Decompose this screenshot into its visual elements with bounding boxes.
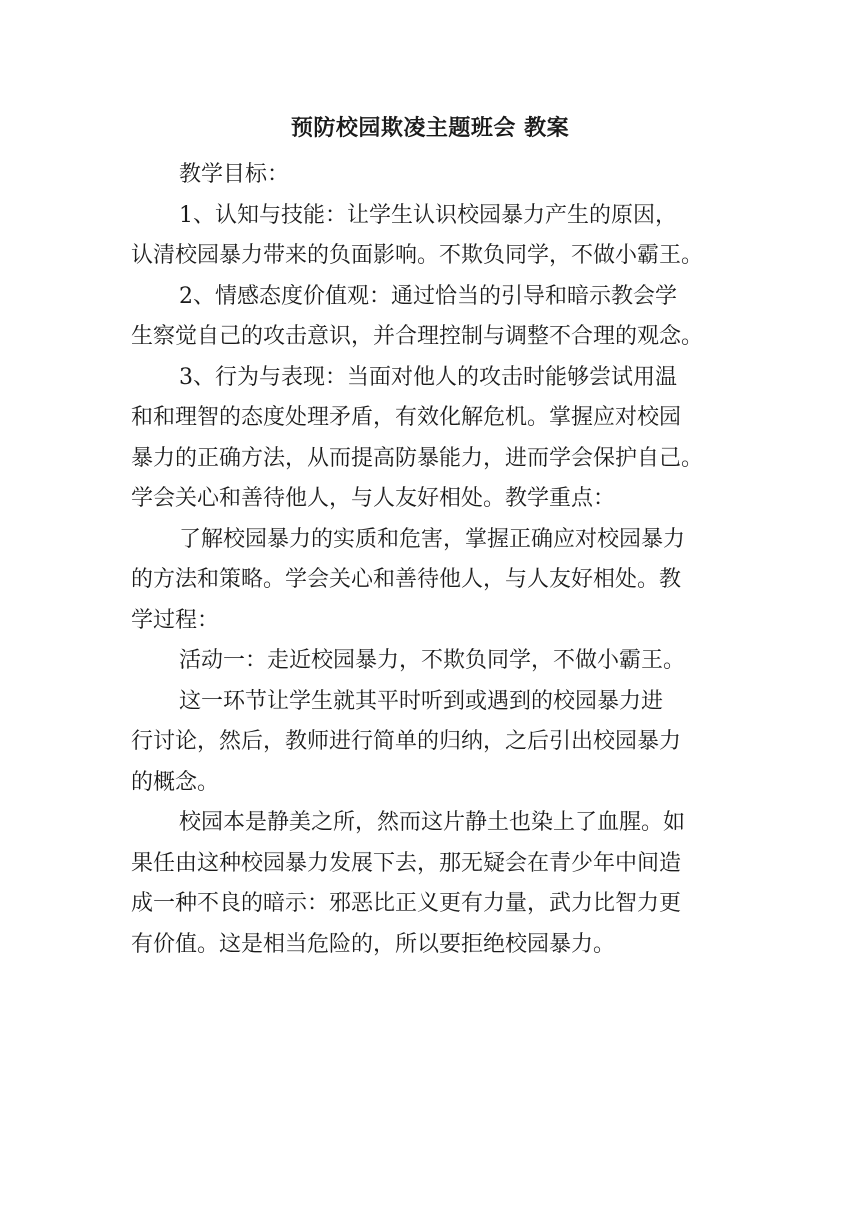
- text-line: 暴力的正确方法，从而提高防暴能力，进而学会保护自己。: [131, 445, 704, 471]
- text-line: 成一种不良的暗示：邪恶比正义更有力量，武力比智力更: [131, 891, 682, 916]
- text-line: 果任由这种校园暴力发展下去，那无疑会在青少年中间造: [131, 850, 682, 876]
- document-body: [131, 155, 731, 965]
- text-line: 的方法和策略。学会关心和善待他人，与人友好相处。教: [131, 567, 682, 592]
- text-line: 2、情感态度价值观：通过恰当的引导和暗示教会学: [179, 283, 677, 309]
- document-title: 预防校园欺凌主题班会 教案: [290, 116, 570, 141]
- paragraph-activity-one: [131, 641, 731, 682]
- text-line: 3、行为与表现：当面对他人的攻击时能够尝试用温: [179, 364, 677, 390]
- text-line: 1、认知与技能：让学生认识校园暴力产生的原因，: [179, 202, 677, 228]
- text-line: 学会关心和善待他人，与人友好相处。教学重点：: [131, 486, 616, 511]
- paragraph-goal-behavior: [131, 358, 731, 520]
- text-line: 校园本是静美之所，然而这片静土也染上了血腥。如: [179, 810, 686, 835]
- text-line: 学过程：: [131, 607, 220, 633]
- text-line: 了解校园暴力的实质和危害，掌握正确应对校园暴力: [179, 526, 686, 552]
- text-line: 这一环节让学生就其平时听到或遇到的校园暴力进: [179, 688, 664, 714]
- text-line: 教学目标：: [179, 162, 290, 187]
- paragraph-discussion: [131, 682, 731, 804]
- paragraph-reject-violence: [131, 803, 731, 965]
- text-line: 的概念。: [131, 769, 220, 795]
- paragraph-goal-cognition: [131, 196, 731, 277]
- text-line: 和和理智的态度处理矛盾，有效化解危机。掌握应对校园: [131, 405, 682, 430]
- paragraph-teaching-goals-heading: [131, 155, 731, 196]
- text-line: 行讨论，然后，教师进行简单的归纳，之后引出校园暴力: [131, 729, 682, 754]
- text-line: 生察觉自己的攻击意识，并合理控制与调整不合理的观念。: [131, 324, 704, 349]
- text-line: 有价值。这是相当危险的，所以要拒绝校园暴力。: [131, 931, 616, 957]
- text-line: 认清校园暴力带来的负面影响。不欺负同学，不做小霸王。: [131, 243, 704, 268]
- paragraph-key-points: [131, 520, 731, 642]
- text-line: 活动一：走近校园暴力，不欺负同学，不做小霸王。: [179, 648, 686, 673]
- paragraph-goal-emotion: [131, 277, 731, 358]
